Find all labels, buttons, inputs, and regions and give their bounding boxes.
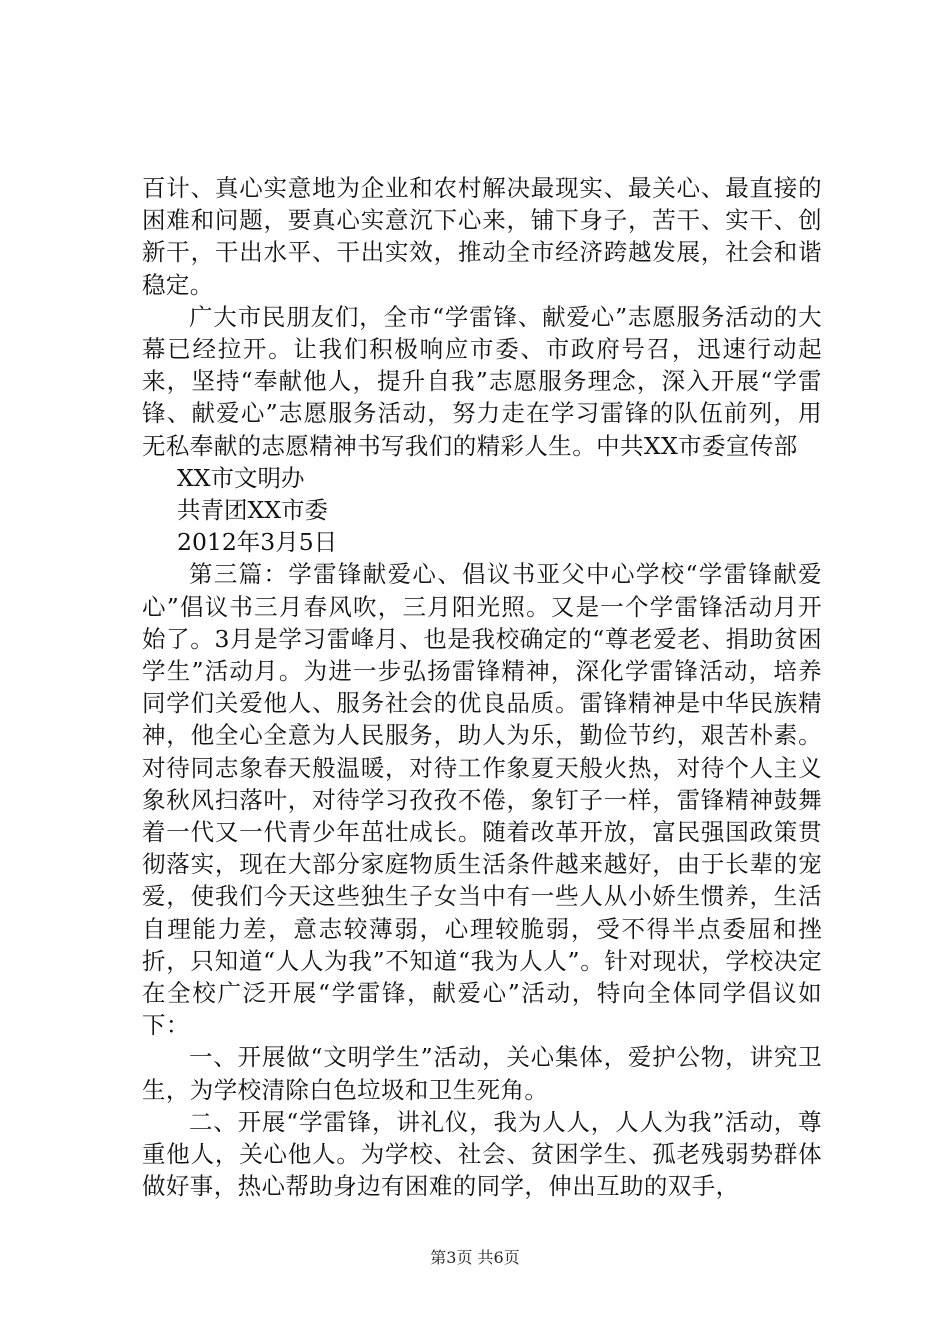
page-number: 第3页 共6页 [430, 1248, 520, 1267]
paragraph: 广大市民朋友们，全市“学雷锋、献爱心”志愿服务活动的大幕已经拉开。让我们积极响应市委、市政府号召，迅速行动起来，坚持“奉献他人，提升自我”志愿服务理念，深入开展“学雷锋、献爱心”志愿服务活动，努力走在学习雷锋的队伍前列，用无私奉献的志愿精神书写我们的精彩人生。中共XX市委宣传部 [142, 302, 822, 460]
signature-date: 2012年3月5日 [177, 528, 338, 557]
paragraph: 二、开展“学雷锋，讲礼仪，我为人人，人人为我”活动，尊重他人，关心他人。为学校、社会、贫困学生、孤老残弱势群体做好事，热心帮助身边有困难的同学，伸出互助的双手， [142, 1107, 822, 1201]
document-body [142, 172, 822, 1203]
paragraph: 百计、真心实意地为企业和农村解决最现实、最关心、最直接的困难和问题，要真心实意沉下心来，铺下身子，苦干、实干、创新干，干出水平、干出实效，推动全市经济跨越发展，社会和谐稳定。 [142, 174, 822, 299]
paragraph: 第三篇：学雷锋献爱心、倡议书亚父中心学校“学雷锋献爱心”倡议书三月春风吹，三月阳光照。又是一个学雷锋活动月开始了。3月是学习雷峰月、也是我校确定的“尊老爱老、捐助贫困学生”活动月。为进一步弘扬雷锋精神，深化学雷锋活动，培养同学们关爱他人、服务社会的优良品质。雷锋精神是中华民族精神，他全心全意为人民服务，助人为乐，勤俭节约，艰苦朴素。对待同志象春天般温暖，对待工作象夏天般火热，对待个人主义象秋风扫落叶，对待学习孜孜不倦，象钉子一样，雷锋精神鼓舞着一代又一代青少年茁壮成长。随着改革开放，富民强国政策贯彻落实，现在大部分家庭物质生活条件越来越好，由于长辈的宠爱，使我们今天这些独生子女当中有一些人从小娇生惯养，生活自理能力差，意志较薄弱，心理较脆弱，受不得半点委屈和挫折，只知道“人人为我”不知道“我为人人”。针对现状，学校决定在全校广泛开展“学雷锋，献爱心”活动，特向全体同学倡议如下： [142, 560, 822, 1040]
signature-line: XX市文明办 [177, 463, 305, 492]
signature-line: 共青团XX市委 [177, 496, 328, 525]
paragraph: 一、开展做“文明学生”活动，关心集体，爱护公物，讲究卫生，为学校清除白色垃圾和卫生死角。 [142, 1043, 822, 1104]
